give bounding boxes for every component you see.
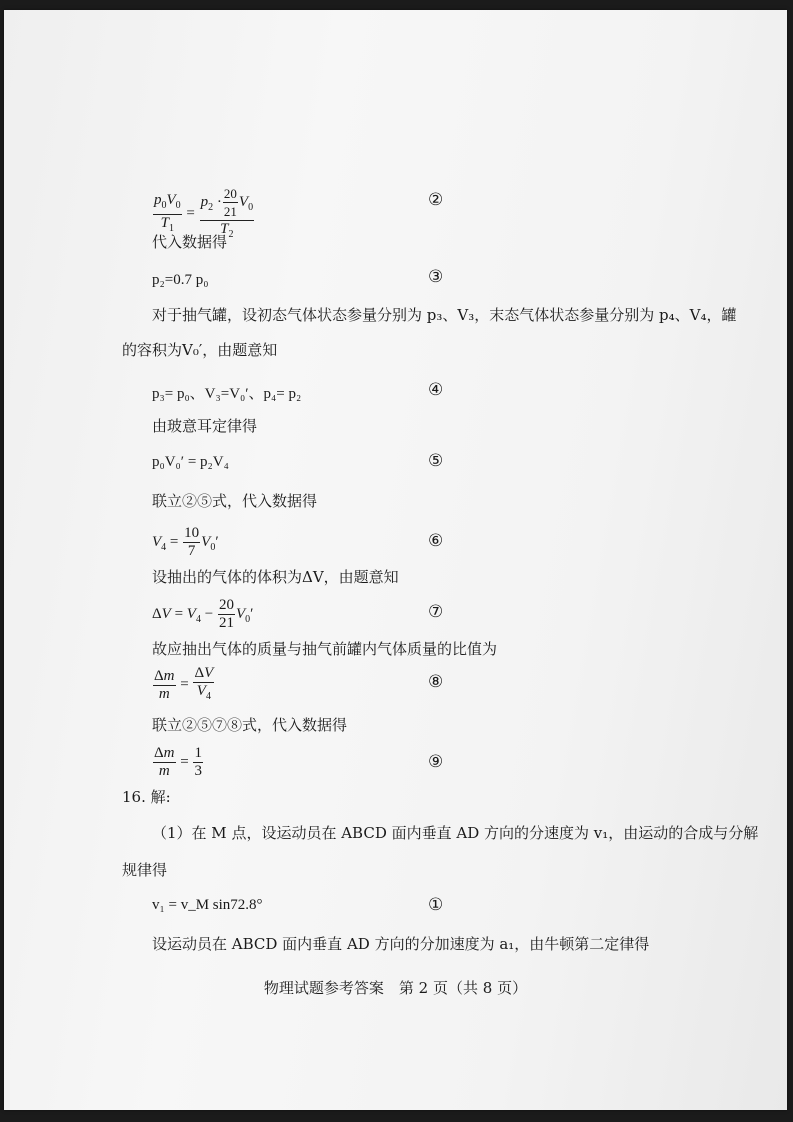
equation-marker-9: ⑨ [428, 752, 444, 772]
equation-7: $\Delta V = V_4$ − $\frac{20}{21}$ $V_0'$ [152, 597, 254, 631]
equation-marker-2: ② [428, 190, 444, 210]
equation-5: p₀V₀′ = p₂V₄ [152, 454, 229, 470]
page-footer: 物理试题参考答案 第 2 页（共 8 页） [263, 979, 528, 997]
equation-marker-16-1: ① [428, 895, 444, 915]
text-pump-intro-1: 对于抽气罐，设初态气体状态参量分别为 p₃、V₃，末态气体状态参量分别为 p₄、V₄，罐 [152, 306, 737, 324]
equation-16-1: v₁ = v_M sin72.8° [152, 897, 263, 913]
text-combine-2578: 联立②⑤⑦⑧式，代入数据得 [152, 716, 348, 734]
text-q16-part1-a: （1）在 M 点，设运动员在 ABCD 面内垂直 AD 方向的分速度为 v₁，由运动的合成与分解 [152, 824, 759, 842]
equation-8: $\frac{\Delta m}{m}$ = $\frac{\Delta V}{V_4}$ [154, 665, 214, 702]
text-combine-25: 联立②⑤式，代入数据得 [152, 492, 318, 510]
text-pump-intro-2: 的容积为V₀′，由题意知 [122, 341, 278, 359]
equation-3: p₂=0.7 p₀ [152, 272, 209, 288]
equation-4: p₃= p₀、V₃=V₀′、p₄= p₂ [152, 386, 302, 402]
text-boyle-law: 由玻意耳定律得 [152, 417, 258, 435]
equation-marker-4: ④ [428, 380, 444, 400]
equation-marker-7: ⑦ [428, 602, 444, 622]
equation-marker-5: ⑤ [428, 451, 444, 471]
equation-2: $\frac{p_0V_0}{T_1}$ = $p_2$ · $\frac{20}{21}$ $V_0$ $T_2$ [154, 186, 254, 240]
equation-marker-6: ⑥ [428, 531, 444, 551]
text-q16-part1-b: 规律得 [122, 861, 168, 879]
question-16-heading: 16. 解: [122, 788, 171, 806]
text-q16-accel: 设运动员在 ABCD 面内垂直 AD 方向的分加速度为 a₁，由牛顿第二定律得 [152, 935, 650, 953]
equation-9: $\frac{\Delta m}{m}$ = $\frac{1}{3}$ [154, 745, 202, 779]
text-substitute: 代入数据得 [152, 233, 228, 251]
equation-marker-8: ⑧ [428, 672, 444, 692]
text-ratio-intro: 故应抽出气体的质量与抽气前罐内气体质量的比值为 [152, 640, 498, 658]
answer-sheet-page [4, 10, 787, 1110]
equation-6: $V_4$ = $\frac{10}{7}$ $V_0'$ [152, 525, 219, 559]
equation-marker-3: ③ [428, 267, 444, 287]
text-set-dv: 设抽出的气体的体积为ΔV，由题意知 [152, 568, 399, 586]
